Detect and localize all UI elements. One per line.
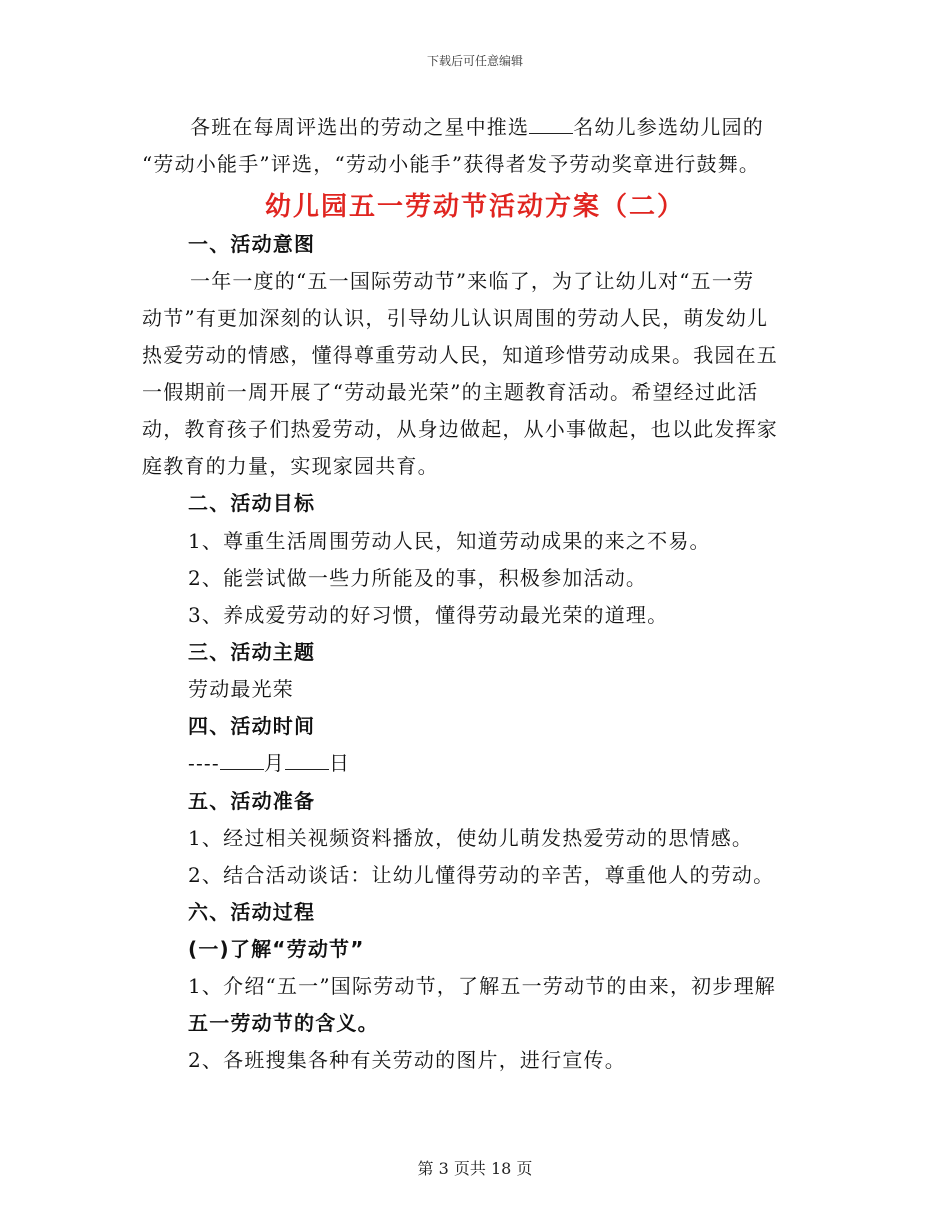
- section-1-line: 一年一度的“五一国际劳动节”来临了，为了让幼儿对“五一劳: [190, 269, 755, 293]
- section-6-item-1-continued: 五一劳动节的含义。: [188, 1011, 379, 1035]
- section-6-item-1: 1、介绍“五一”国际劳动节，了解五一劳动节的由来，初步理解: [188, 974, 776, 998]
- section-1-line: 动节”有更加深刻的认识，引导幼儿认识周围的劳动人民，萌发幼儿: [142, 306, 769, 330]
- day-blank: [285, 751, 329, 770]
- section-1-line: 热爱劳动的情感，懂得尊重劳动人民，知道珍惜劳动成果。我园在五: [142, 343, 778, 367]
- section-2-item: 1、尊重生活周围劳动人民，知道劳动成果的来之不易。: [188, 529, 711, 553]
- section-5-heading: 五、活动准备: [188, 789, 316, 813]
- intro-line-1-text-b: 名幼儿参选幼儿园的: [573, 115, 765, 139]
- section-1-heading: 一、活动意图: [188, 232, 316, 256]
- section-3-text: 劳动最光荣: [188, 677, 294, 701]
- month-blank: [220, 751, 264, 770]
- document-title: 幼儿园五一劳动节活动方案（二）: [264, 192, 685, 222]
- page-number: 第 3 页共 18 页: [417, 1159, 533, 1178]
- activity-date-line: [188, 749, 350, 777]
- section-6-heading: 六、活动过程: [188, 900, 316, 924]
- section-6-item-2: 2、各班搜集各种有关劳动的图片，进行宣传。: [188, 1048, 626, 1072]
- section-1-line: 动，教育孩子们热爱劳动，从身边做起，从小事做起，也以此发挥家: [142, 417, 778, 441]
- section-4-heading: 四、活动时间: [188, 714, 316, 738]
- section-1-line: 庭教育的力量，实现家园共育。: [142, 454, 439, 478]
- intro-line-1: [190, 113, 764, 141]
- section-2-item: 3、养成爱劳动的好习惯，懂得劳动最光荣的道理。: [188, 603, 669, 627]
- section-6-subheading: (一)了解“劳动节”: [188, 937, 365, 961]
- participant-count-blank: [529, 115, 573, 134]
- section-2-item: 2、能尝试做一些力所能及的事，积极参加活动。: [188, 566, 648, 590]
- section-5-item: 2、结合活动谈话：让幼儿懂得劳动的辛苦，尊重他人的劳动。: [188, 863, 775, 887]
- intro-line-1-text-a: 各班在每周评选出的劳动之星中推选: [190, 115, 530, 139]
- section-5-item: 1、经过相关视频资料播放，使幼儿萌发热爱劳动的思情感。: [188, 826, 754, 850]
- month-label: 月: [263, 751, 286, 775]
- intro-line-2: “劳动小能手”评选，“劳动小能手”获得者发予劳动奖章进行鼓舞。: [142, 152, 761, 176]
- page-header: 下载后可任意编辑: [426, 54, 523, 68]
- section-3-heading: 三、活动主题: [188, 640, 316, 664]
- year-dashes: ----: [188, 751, 220, 775]
- section-1-line: 一假期前一周开展了“劳动最光荣”的主题教育活动。希望经过此活: [142, 380, 759, 404]
- section-2-heading: 二、活动目标: [188, 491, 316, 515]
- day-label: 日: [329, 751, 351, 775]
